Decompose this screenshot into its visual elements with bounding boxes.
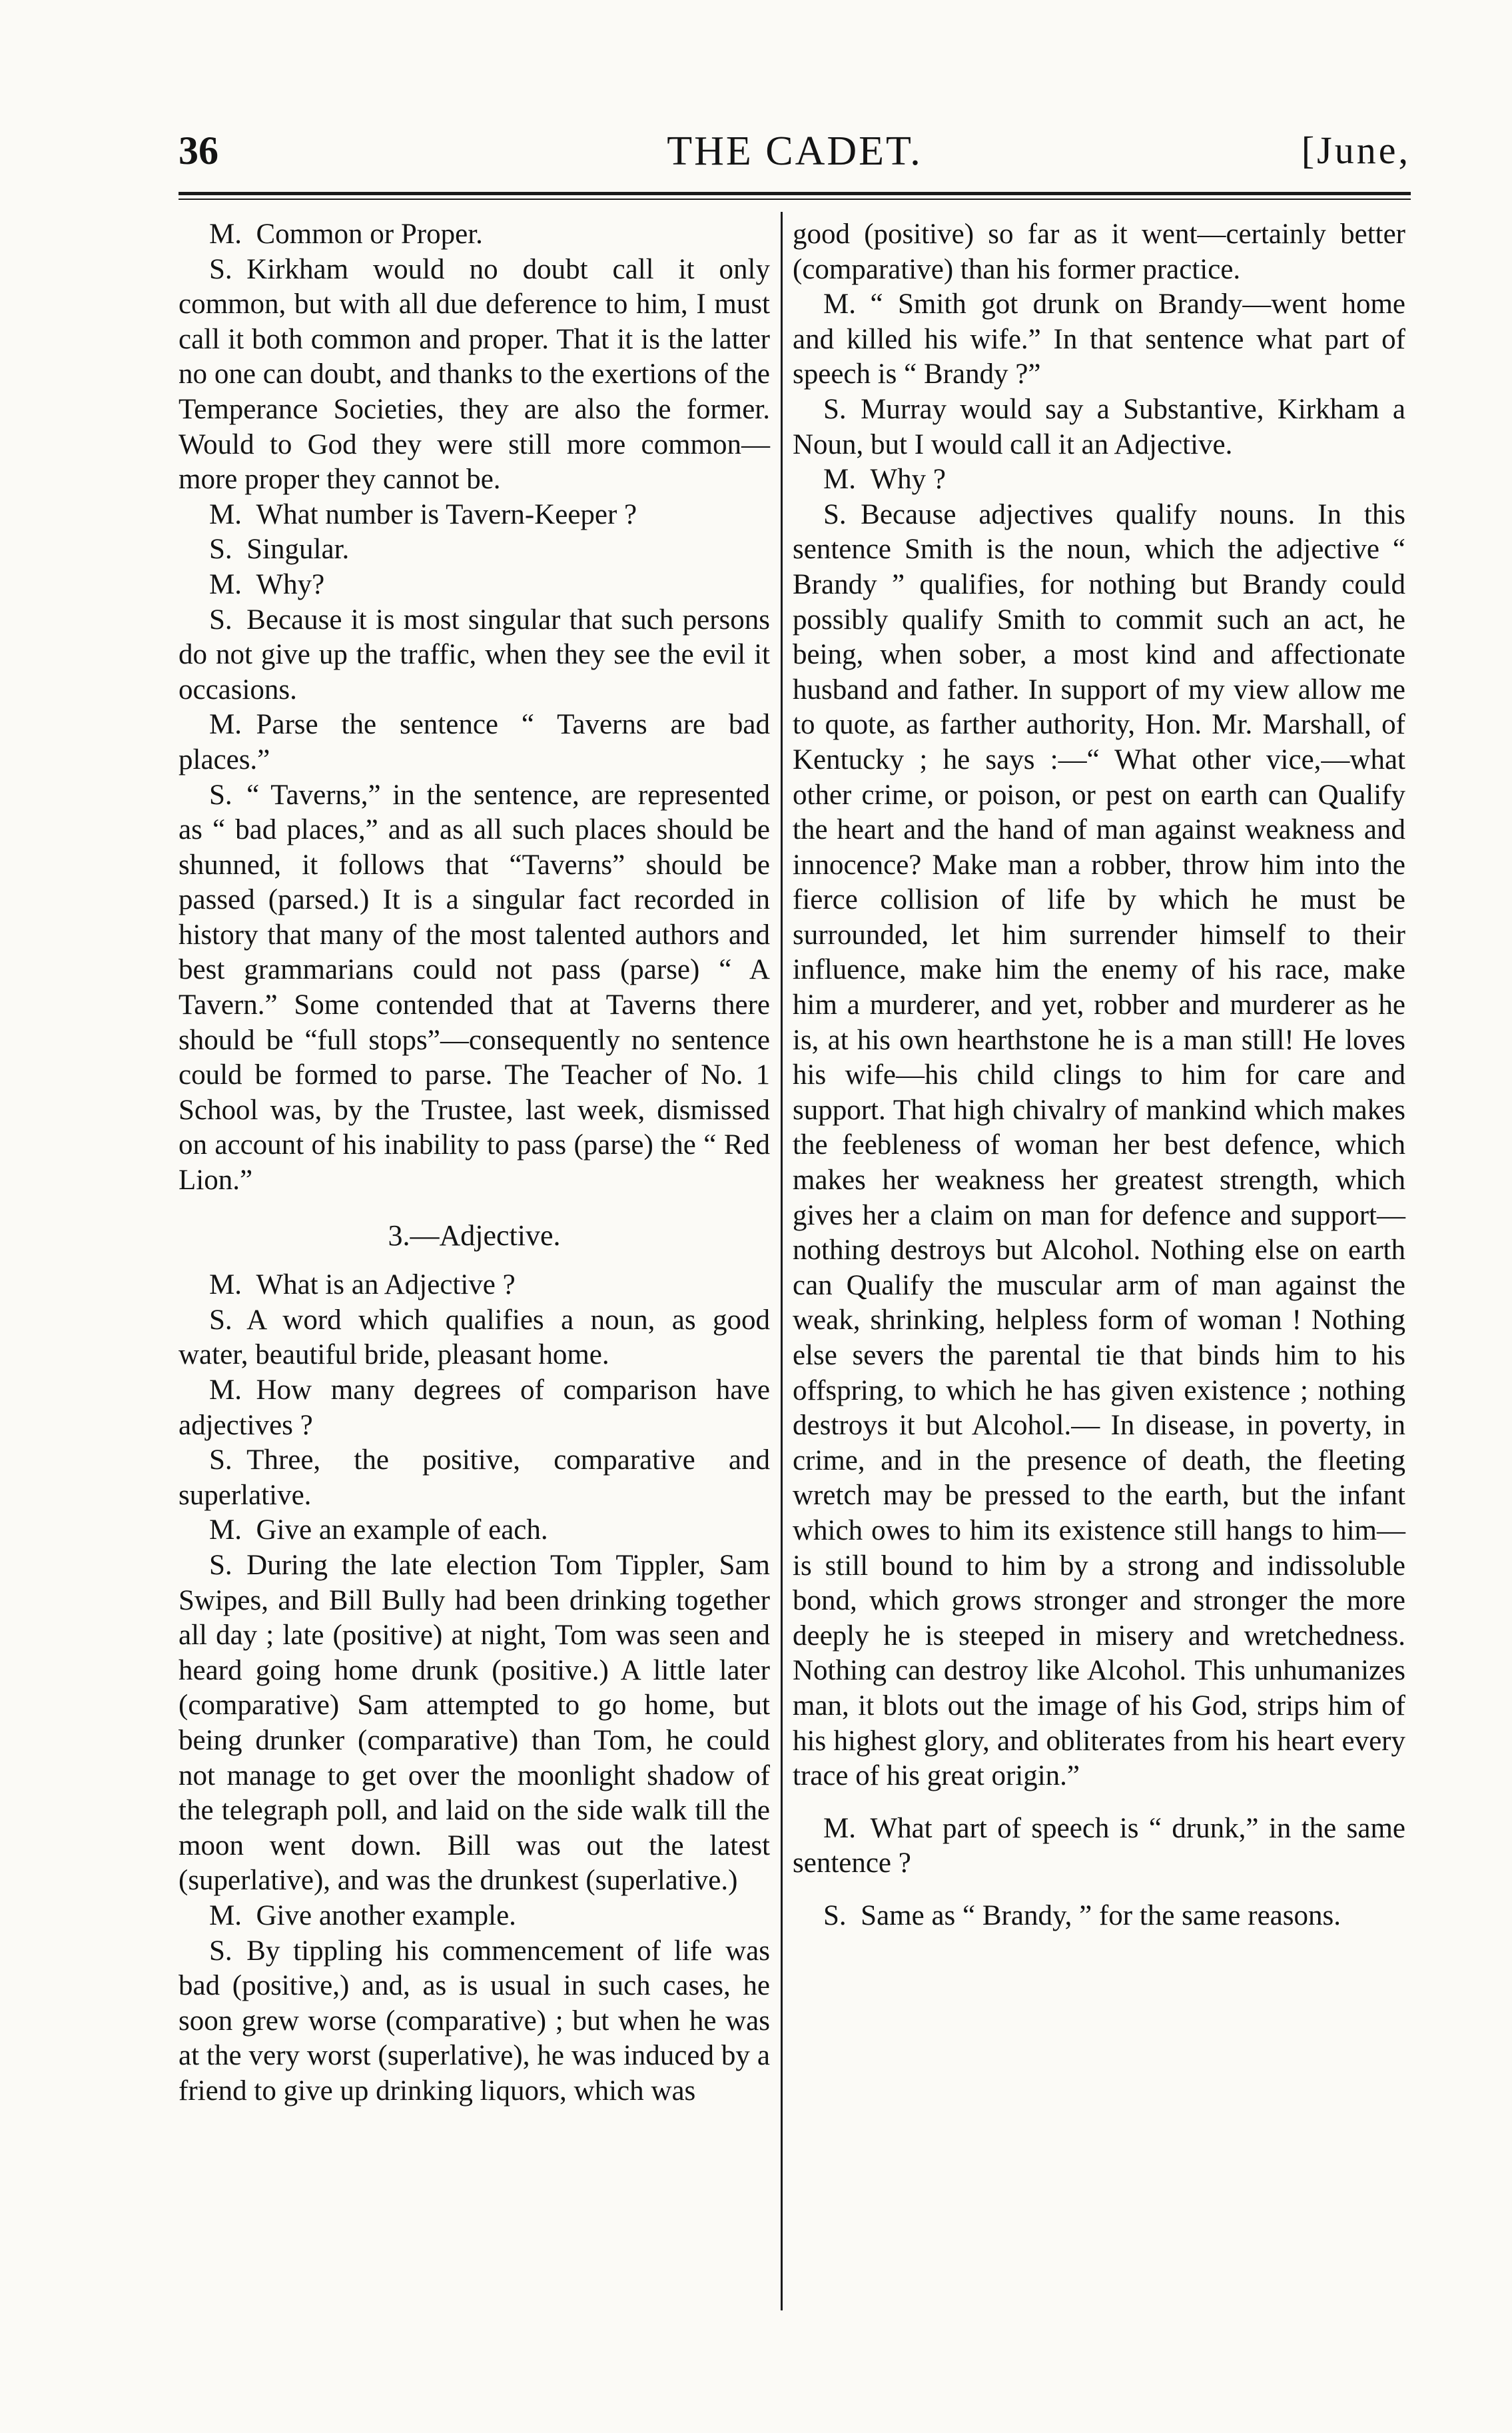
page-number: 36 [179,129,218,173]
paragraph-text: Parse the sentence “ Taverns are bad places.” [179,709,770,775]
page-header [179,128,1411,188]
right-column [793,217,1405,1934]
speaker-label: M. [209,219,242,250]
dialogue-paragraph [179,603,770,708]
header-rule [179,192,1411,195]
paragraph-text: Give another example. [256,1899,516,1931]
speaker-label: S. [209,1549,232,1581]
paragraph-text: A word which qualifies a noun, as good water, beautiful bride, pleasant home. [179,1304,770,1371]
speaker-label: M. [209,1374,242,1406]
left-column [179,217,770,2109]
paragraph-text: Give an example of each. [256,1514,548,1546]
paragraph-text: By tippling his commencement of life was bad (positive,) and, as is usual in such cases, he soon grew worse (comparative) ; but when he was at the very worst (superlative), he was induced by a friend to give up drinking liquors, which was [179,1935,770,2107]
dialogue-paragraph [179,1443,770,1513]
paragraph-text: Because adjectives qualify nouns. In this sentence Smith is the noun, which the adjective “ Brandy ” qualifies, for nothing but Brandy could possibly qualify Smith to commit such an act, he being, when sober, a most kind and affectionate husband and father. In support of my view allow me to quote, as farther authority, Hon. Mr. Marshall, of Kentucky ; he says :—“ What other vice,—what other crime, or poison, or pest on earth can Qualify the heart and the hand of man against weakness and innocence? Make man a robber, throw him into the fierce collision of life by which he must be surrounded, let him surrender himself to their influence, make him the enemy of his race, make him a murderer, and yet, robber and murderer as he is, at his own hearthstone he is a man still! He loves his wife—his child clings to him for care and support. That high chivalry of mankind which makes the feebleness of woman her best defence, which makes her weakness her greatest strength, which gives her a claim on man for defence and support—nothing destroys but Alcohol. Nothing else on earth can Qualify the muscular arm of man against the weak, shrinking, helpless form of woman ! Nothing else severs the parental tie that binds him to his offspring, to which he has given existence ; nothing destroys it but Alcohol.— In disease, in poverty, in crime, and in the presence of death, the fleeting wretch may be pressed to the earth, but the infant which owes to him its existence still hangs to him—is still bound to him by a strong and indissoluble bond, which grows stronger and stronger the more deeply he is steeped in misery and wretchedness. Nothing can destroy like Alcohol. This unhumanizes man, it blots out the image of his God, strips him of his highest glory, and obliterates from his heart every trace of his great origin.” [793,498,1405,1792]
dialogue-paragraph [179,778,770,1199]
dialogue-paragraph [793,498,1405,1794]
speaker-label: M. [209,709,242,741]
paragraph-text: During the late election Tom Tippler, Sam Swipes, and Bill Bully had been drinking together all day ; late (positive) at night, Tom was seen and heard going home drunk (positive.) A little later (comparative) Sam attempted to go home, but being drunker (comparative) than Tom, he could not manage to get over the moonlight shadow of the telegraph poll, and laid on the side walk till the moon went down. Bill was out the latest (superlative), and was the drunkest (superlative.) [179,1549,770,1897]
speaker-label: S. [209,1304,232,1336]
paragraph-text: Why ? [870,464,946,496]
dialogue-paragraph [793,1899,1405,1934]
dialogue-paragraph [179,708,770,777]
speaker-label: S. [209,1444,232,1476]
dialogue-paragraph [179,1899,770,1934]
paragraph-text: Because it is most singular that such persons do not give up the traffic, when they see the evil it occasions. [179,604,770,706]
running-title: THE CADET. [667,129,923,174]
dialogue-paragraph [793,1811,1405,1881]
dialogue-paragraph [179,1373,770,1443]
paragraph-text: Three, the positive, comparative and superlative. [179,1444,770,1511]
speaker-label: S. [209,1935,232,1967]
speaker-label: S. [209,253,232,285]
dialogue-paragraph [179,1513,770,1548]
speaker-label: M. [209,1899,242,1931]
dialogue-paragraph [179,498,770,533]
dialogue-paragraph [793,462,1405,498]
dialogue-paragraph [179,1303,770,1373]
paragraph-text: How many degrees of comparison have adjectives ? [179,1374,770,1441]
dialogue-paragraph [793,392,1405,462]
speaker-label: M. [209,1269,242,1301]
paragraph-text: “ Smith got drunk on Brandy—went home and killed his wife.” In that sentence what part of speech is “ Brandy ?” [793,288,1405,390]
dialogue-paragraph [179,568,770,603]
speaker-label: M. [823,464,856,496]
dialogue-paragraph [179,532,770,568]
speaker-label: S. [209,779,232,811]
paragraph-text: Singular. [246,534,350,566]
dialogue-paragraph [179,1548,770,1899]
dialogue-paragraph [179,217,770,252]
paragraph-text: What is an Adjective ? [256,1269,516,1301]
issue-month: [June, [1301,129,1411,172]
paragraph-text: “ Taverns,” in the sentence, are represented as “ bad places,” and as all such places should be shunned, it follows that “Taverns” should be passed (parsed.) It is a singular fact recorded in history that many of the most talented authors and best grammarians could not pass (parse) “ A Tavern.” Some contended that at Taverns there should be “full stops”—consequently no sentence could be formed to parse. The Teacher of No. 1 School was, by the Trustee, last week, dismissed on account of his inability to pass (parse) the “ Red Lion.” [179,779,770,1197]
paragraph-text: Same as “ Brandy, ” for the same reasons. [861,1899,1341,1931]
dialogue-paragraph [179,1934,770,2109]
paragraph-text: What number is Tavern-Keeper ? [256,498,637,530]
paragraph-text: good (positive) so far as it went—certainly better (comparative) than his former practice. [793,219,1405,285]
paragraph-text: Murray would say a Substantive, Kirkham a Noun, but I would call it an Adjective. [793,393,1405,460]
section-heading: 3.—Adjective. [388,1218,561,1252]
speaker-label: S. [823,1899,847,1931]
speaker-label: M. [209,498,242,530]
speaker-label: M. [209,568,242,600]
speaker-label: M. [823,1812,856,1844]
paragraph-text: Why? [256,568,325,600]
speaker-label: S. [823,498,847,530]
paragraph-text: What part of speech is “ drunk,” in the same sentence ? [793,1812,1405,1879]
header-rule-thin [179,199,1411,200]
paragraph-text: Common or Proper. [256,219,483,250]
speaker-label: M. [823,288,856,320]
dialogue-paragraph [179,1268,770,1303]
dialogue-paragraph [793,287,1405,392]
paragraph-text: Kirkham would no doubt call it only common, but with all due deference to him, I must call it both common and proper. That it is the latter no one can doubt, and thanks to the exertions of the Temperance Societies, they are also the former. Would to God they were still more common—more proper they cannot be. [179,253,770,496]
speaker-label: S. [209,534,232,566]
speaker-label: S. [209,604,232,636]
speaker-label: S. [823,393,847,425]
dialogue-paragraph [179,252,770,498]
column-divider [781,212,783,2310]
speaker-label: M. [209,1514,242,1546]
dialogue-paragraph [793,217,1405,287]
